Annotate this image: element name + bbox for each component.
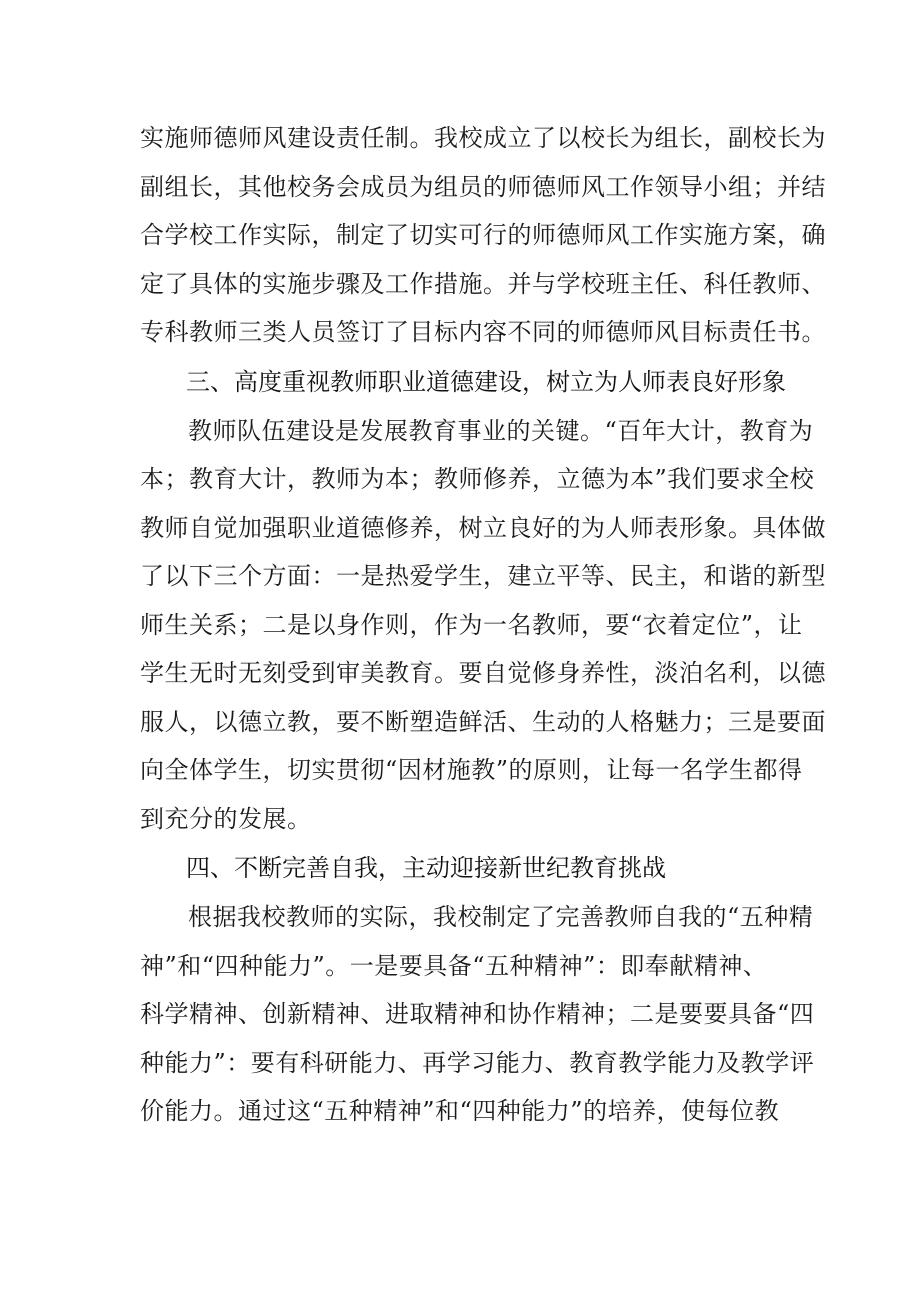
section-three [140, 357, 826, 844]
text-line: 专科教师三类人员签订了目标内容不同的师德师风目标责任书。 [140, 318, 826, 346]
text-line: 实施师德师风建设责任制。我校成立了以校长为组长，副校长为 [140, 124, 826, 152]
text-line: 种能力”：要有科研能力、再学习能力、教育教学能力及教学评 [140, 1048, 815, 1077]
text-line: 科学精神、创新精神、进取精神和协作精神；二是要要具备“四 [140, 1000, 815, 1028]
text-line: 根据我校教师的实际，我校制定了完善教师自我的“五种精 [188, 903, 814, 931]
text-line: 服人，以德立教，要不断塑造鲜活、生动的人格魅力；三是要面 [140, 707, 826, 736]
paragraph-responsibility [140, 114, 826, 357]
text-line: 师生关系；二是以身作则，作为一名教师，要“衣着定位”，让 [140, 610, 803, 639]
text-line: 教师队伍建设是发展教育事业的关键。“百年大计，教育为 [188, 416, 814, 445]
text-line: 到充分的发展。 [140, 804, 312, 833]
section-heading: 四、不断完善自我，主动迎接新世纪教育挑战 [186, 854, 666, 882]
text-line: 定了具体的实施步骤及工作措施。并与学校班主任、科任教师、 [140, 269, 826, 298]
text-line: 了以下三个方面：一是热爱学生，建立平等、民主，和谐的新型 [140, 562, 826, 590]
text-line: 价能力。通过这“五种精神”和“四种能力”的培养，使每位教 [140, 1097, 780, 1125]
text-line: 学生无时无刻受到审美教育。要自觉修身养性，淡泊名利，以德 [140, 659, 826, 687]
text-line: 神”和“四种能力”。一是要具备“五种精神”：即奉献精神、 [140, 951, 768, 980]
text-line: 本；教育大计，教师为本；教师修养，立德为本”我们要求全校 [140, 465, 815, 493]
section-four [140, 843, 815, 1136]
text-line: 教师自觉加强职业道德修养，树立良好的为人师表形象。具体做 [140, 513, 826, 542]
text-line: 合学校工作实际，制定了切实可行的师德师风工作实施方案，确 [140, 221, 826, 249]
section-heading: 三、高度重视教师职业道德建设，树立为人师表良好形象 [186, 367, 786, 396]
document-body [140, 114, 826, 1136]
text-line: 副组长，其他校务会成员为组员的师德师风工作领导小组；并结 [140, 172, 826, 201]
text-line: 向全体学生，切实贯彻“因材施教”的原则，让每一名学生都得 [140, 756, 803, 784]
